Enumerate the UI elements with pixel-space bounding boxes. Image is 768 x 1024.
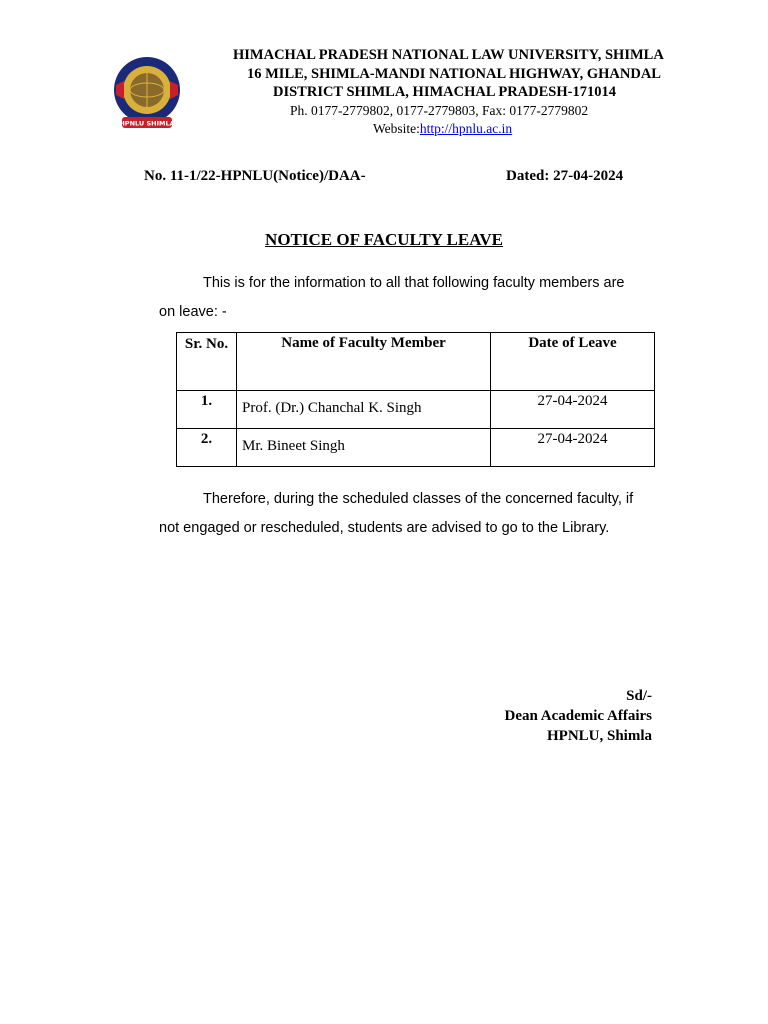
header-faculty-name: Name of Faculty Member	[237, 333, 491, 391]
notice-date: Dated: 27-04-2024	[506, 168, 624, 184]
letterhead	[195, 46, 705, 139]
header-date-of-leave: Date of Leave	[491, 333, 655, 391]
contact-phone: Ph. 0177-2779802, 0177-2779803, Fax: 0177-2779802	[290, 102, 589, 118]
signatory-office: HPNLU, Shimla	[546, 728, 652, 744]
closing-text: Therefore, during the scheduled classes of the concerned faculty, if not engaged or rescheduled, students are advised to go to the Library.	[159, 491, 634, 536]
row-leave-date: 27-04-2024	[491, 391, 655, 429]
website-label: Website:	[373, 121, 420, 136]
university-name: HIMACHAL PRADESH NATIONAL LAW UNIVERSITY, SHIMLA	[233, 47, 664, 63]
header-sr-no: Sr. No.	[177, 333, 237, 391]
table-header-row	[177, 333, 655, 391]
intro-paragraph	[159, 269, 644, 327]
table-row	[177, 391, 655, 429]
closing-paragraph	[159, 485, 644, 543]
row-sr-no: 1.	[177, 391, 237, 429]
notice-number: No. 11-1/22-HPNLU(Notice)/DAA-	[144, 168, 366, 184]
row-sr-no: 2.	[177, 429, 237, 467]
logo-banner-text: HPNLU SHIMLA	[119, 119, 175, 128]
website-line	[195, 120, 705, 139]
signature-sd: Sd/-	[626, 688, 652, 704]
intro-text: This is for the information to all that following faculty members are on leave: -	[159, 275, 625, 320]
address-line-1: 16 MILE, SHIMLA-MANDI NATIONAL HIGHWAY, GHANDAL	[247, 65, 661, 82]
university-logo	[108, 55, 186, 129]
row-leave-date: 27-04-2024	[491, 429, 655, 467]
website-link[interactable]: http://hpnlu.ac.in	[419, 121, 513, 136]
signatory-designation: Dean Academic Affairs	[504, 708, 652, 724]
table-row	[177, 429, 655, 467]
row-faculty-name: Mr. Bineet Singh	[237, 429, 491, 467]
signature-block	[505, 686, 652, 746]
faculty-leave-table	[176, 332, 655, 467]
row-faculty-name: Prof. (Dr.) Chanchal K. Singh	[237, 391, 491, 429]
address-line-2: DISTRICT SHIMLA, HIMACHAL PRADESH-171014	[273, 84, 616, 100]
notice-title: NOTICE OF FACULTY LEAVE	[265, 230, 503, 249]
